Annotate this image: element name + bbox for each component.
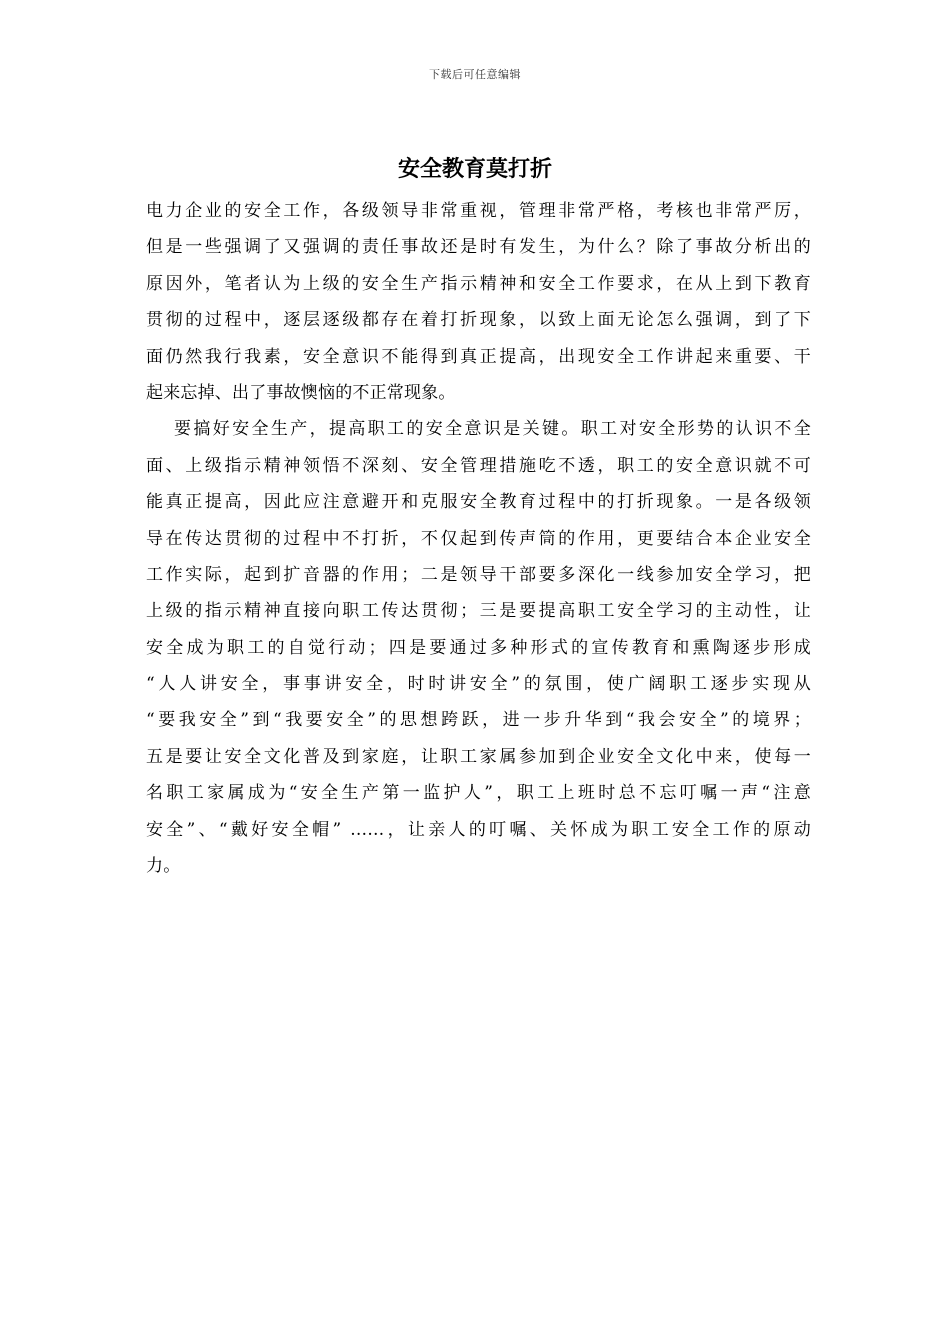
paragraph-line: 五是要让安全文化普及到家庭，让职工家属参加到企业安全文化中来，使每一 — [146, 746, 811, 767]
paragraph-line: 面仍然我行我素，安全意识不能得到真正提高，出现安全工作讲起来重要、干 — [146, 346, 811, 367]
paragraph-line: 安全”、“戴好安全帽” ……，让亲人的叮嘱、关怀成为职工安全工作的原动 — [146, 819, 811, 840]
paragraph-line: 安全成为职工的自觉行动；四是要通过多种形式的宣传教育和熏陶逐步形成 — [146, 637, 811, 658]
paragraph-line: 电力企业的安全工作，各级领导非常重视，管理非常严格，考核也非常严厉， — [146, 201, 811, 221]
paragraph-line: 面、上级指示精神领悟不深刻、安全管理措施吃不透，职工的安全意识就不可 — [146, 455, 811, 476]
paragraph-line: 起来忘掉、出了事故懊恼的不正常现象。 — [146, 382, 456, 403]
paragraph-line: 工作实际，起到扩音器的作用；二是领导干部要多深化一线参加安全学习，把 — [146, 564, 811, 585]
paragraph-line: 但是一些强调了又强调的责任事故还是时有发生，为什么？除了事故分析出的 — [146, 237, 811, 258]
paragraph-line: 原因外，笔者认为上级的安全生产指示精神和安全工作要求，在从上到下教育 — [146, 273, 811, 294]
document-title: 安全教育莫打折 — [397, 157, 552, 182]
paragraph-line: “人人讲安全，事事讲安全，时时讲安全”的氛围，使广阔职工逐步实现从 — [146, 674, 811, 695]
document-body — [146, 193, 811, 884]
download-editable-note: 下载后可任意编辑 — [429, 68, 521, 81]
paragraph-1 — [146, 193, 811, 411]
paragraph-line: “要我安全”到“我要安全”的思想跨跃，进一步升华到“我会安全”的境界； — [146, 710, 811, 731]
paragraph-2 — [146, 411, 811, 884]
paragraph-line: 导在传达贯彻的过程中不打折，不仅起到传声筒的作用，更要结合本企业安全 — [146, 528, 811, 549]
paragraph-line: 能真正提高，因此应注意避开和克服安全教育过程中的打折现象。一是各级领 — [146, 492, 811, 513]
paragraph-line: 力。 — [146, 856, 181, 877]
paragraph-line: 要搞好安全生产，提高职工的安全意识是关键。职工对安全形势的认识不全 — [174, 419, 811, 440]
paragraph-line: 名职工家属成为“安全生产第一监护人”，职工上班时总不忘叮嘱一声“注意 — [146, 783, 811, 804]
paragraph-line: 上级的指示精神直接向职工传达贯彻；三是要提高职工安全学习的主动性，让 — [146, 601, 811, 622]
paragraph-line: 贯彻的过程中，逐层逐级都存在着打折现象，以致上面无论怎么强调，到了下 — [146, 310, 811, 331]
